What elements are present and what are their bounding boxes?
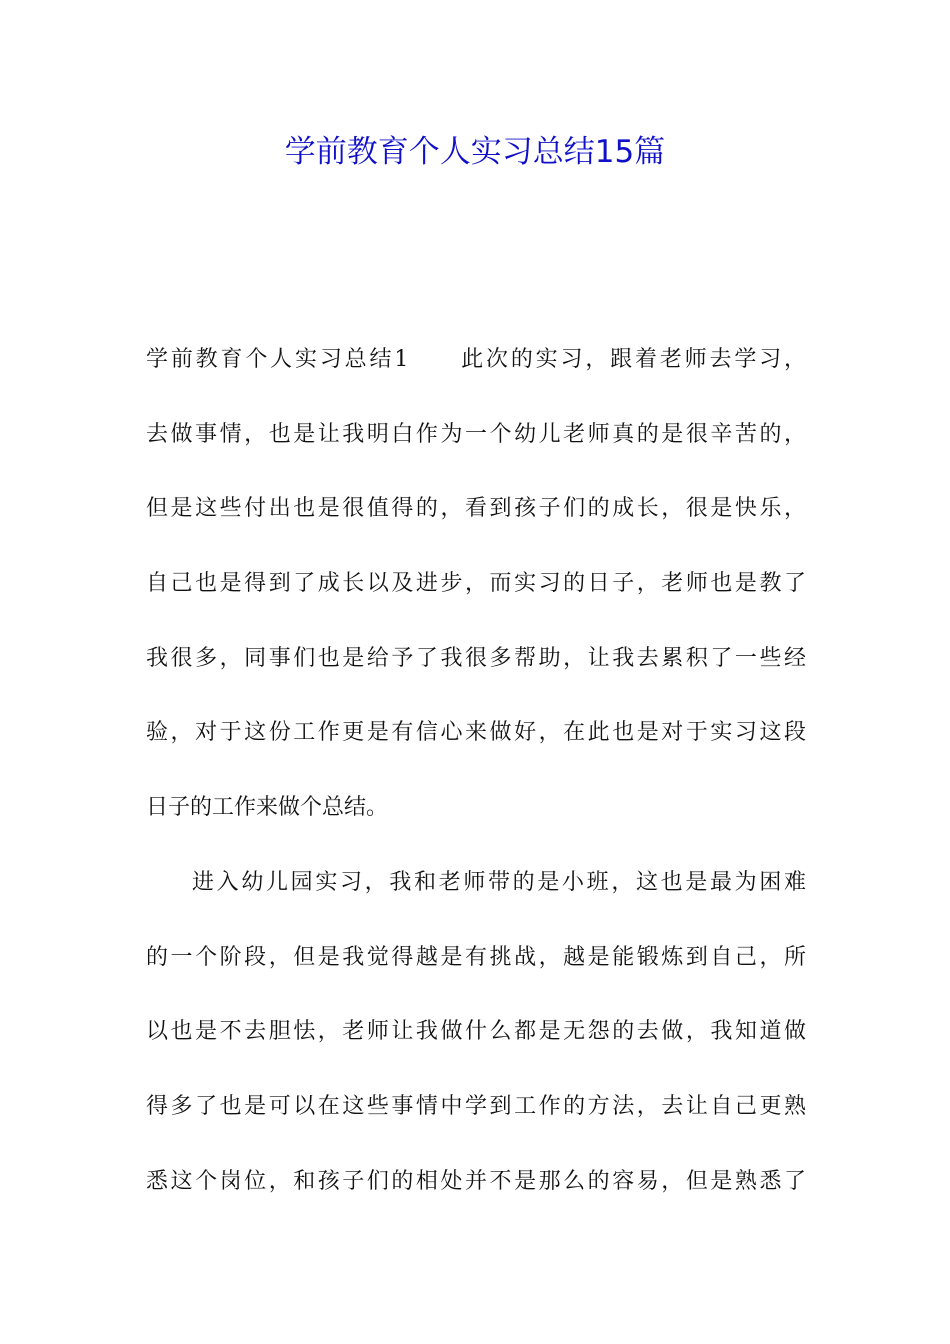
paragraph-line-8: 进入幼儿园实习，我和老师带的是小班，这也是最为困难 xyxy=(192,869,806,895)
section-heading: 学前教育个人实习总结1 xyxy=(146,347,409,372)
line-text: 此次的实习，跟着老师去学习， xyxy=(458,347,806,372)
paragraph-line-5: 我很多，同事们也是给予了我很多帮助，让我去累积了一些经 xyxy=(146,645,806,671)
paragraph-line-11: 得多了也是可以在这些事情中学到工作的方法，去让自己更熟 xyxy=(146,1093,806,1119)
paragraph-line-1 xyxy=(146,335,806,410)
paragraph-line-4: 自己也是得到了成长以及进步，而实习的日子，老师也是教了 xyxy=(146,571,806,597)
paragraph-line-2: 去做事情，也是让我明白作为一个幼儿老师真的是很辛苦的， xyxy=(146,421,806,447)
document-title: 学前教育个人实习总结15篇 xyxy=(284,134,666,170)
paragraph-line-9: 的一个阶段，但是我觉得越是有挑战，越是能锻炼到自己，所 xyxy=(146,944,806,970)
paragraph-line-6: 验，对于这份工作更是有信心来做好，在此也是对于实习这段 xyxy=(146,720,806,746)
paragraph-line-3: 但是这些付出也是很值得的，看到孩子们的成长，很是快乐， xyxy=(146,496,806,522)
document-body xyxy=(146,335,806,1231)
paragraph-line-10: 以也是不去胆怯，老师让我做什么都是无怨的去做，我知道做 xyxy=(146,1019,806,1045)
paragraph-line-7: 日子的工作来做个总结。 xyxy=(146,795,389,821)
paragraph-line-12: 悉这个岗位，和孩子们的相处并不是那么的容易，但是熟悉了 xyxy=(146,1168,806,1194)
